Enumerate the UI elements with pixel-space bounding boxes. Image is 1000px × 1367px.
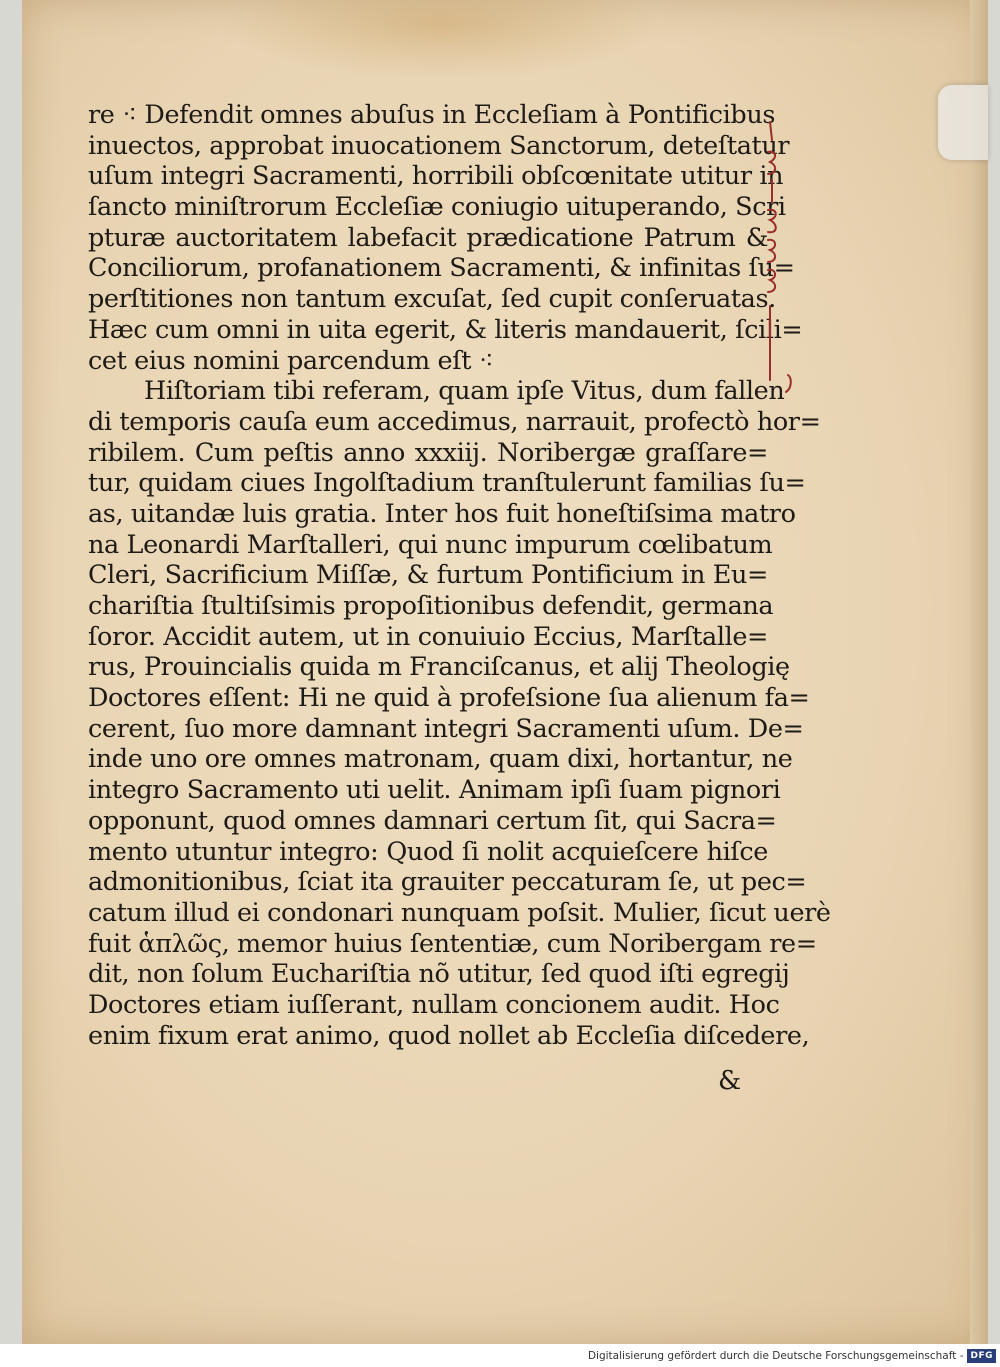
text-line: re ⁖ Defendit omnes abuſus in Eccleſiam à Pontificibus — [88, 100, 776, 130]
text-line: ſoror. Accidit autem, ut in conuiuio Eccius, Marſtalle= — [88, 621, 768, 652]
text-line: uſum integri Sacramenti, horribili obſcœnitate utitur in — [88, 161, 784, 192]
text-line: Doctores eſſent: Hi ne quid à profeſsione ſua alienum fa= — [88, 683, 810, 714]
margin-mark — [786, 375, 791, 392]
text-line: opponunt, quod omnes damnari certum ſit, qui Sacra= — [88, 805, 777, 836]
page-clip — [938, 85, 988, 160]
dfg-logo: DFG — [967, 1349, 996, 1363]
text-line: Conciliorum, profanationem Sacramenti, & infinitas ſu= — [88, 253, 795, 284]
body-text — [88, 100, 831, 1051]
text-line: chariſtia ſtultiſsimis propoſitionibus defendit, germana — [88, 591, 774, 621]
text-line: cet eius nomini parcendum eſt ⁖ — [88, 345, 494, 376]
footer-credit: Digitalisierung gefördert durch die Deutsche Forschungsgemeinschaft - — [587, 1349, 964, 1362]
text-line: inde uno ore omnes matronam, quam dixi, hortantur, ne — [88, 744, 793, 775]
text-line: fuit ἁπλῶς, memor huius ſententiæ, cum Noribergam re= — [88, 928, 817, 959]
text-line: rus, Prouincialis quida m Franciſcanus, et alij Theologię — [88, 652, 790, 683]
catchword: & — [718, 1066, 742, 1096]
paragraph-start-line: Hiſtoriam tibi referam, quam ipſe Vitus, dum fallen — [144, 376, 785, 407]
text-line: ſancto miniſtrorum Eccleſiæ coniugio uituperando, Scri — [88, 192, 786, 223]
water-stain — [222, 0, 662, 80]
margin-mark — [768, 270, 775, 292]
margin-mark — [768, 210, 776, 233]
text-line: Cleri, Sacrificium Miſſæ, & furtum Pontificium in Eu= — [88, 560, 768, 591]
margin-mark — [770, 122, 772, 140]
text-line: di temporis cauſa eum accedimus, narrauit, profectò hor= — [88, 406, 821, 437]
text-line: admonitionibus, ſciat ita grauiter peccaturam ſe, ut pec= — [88, 867, 807, 898]
text-line: dit, non ſolum Euchariſtia nõ utitur, ſed quod iſti egregij — [88, 959, 790, 990]
margin-mark — [768, 152, 775, 174]
text-line: tur, quidam ciues Ingolſtadium tranſtulerunt familias ſu= — [88, 468, 806, 499]
text-line: perſtitiones non tantum excuſat, ſed cupit conſeruatas. — [88, 284, 776, 315]
text-line: cerent, ſuo more damnant integri Sacramenti uſum. De= — [88, 713, 804, 744]
text-line: na Leonardi Marſtalleri, qui nunc impurum cœlibatum — [88, 529, 773, 560]
text-line: Hæc cum omni in uita egerit, & literis mandauerit, ſcili= — [88, 314, 803, 345]
text-line: enim fixum erat animo, quod nollet ab Eccleſia diſcedere, — [88, 1020, 810, 1051]
page-edge — [970, 0, 988, 1344]
text-line: integro Sacramento uti uelit. Animam ipſi ſuam pignori — [88, 775, 781, 806]
text-line: pturæ auctoritatem labefacit prædicatione Patrum & — [88, 222, 768, 253]
text-line: catum illud ei condonari nunquam poſsit. Mulier, ſicut uerè — [88, 897, 831, 928]
text-line: mento utuntur integro: Quod ſi nolit acquieſcere hiſce — [88, 836, 768, 867]
text-line: Doctores etiam iuſſerant, nullam concionem audit. Hoc — [88, 989, 780, 1020]
margin-mark — [768, 240, 775, 262]
margin-annotation-marks — [766, 110, 806, 400]
text-line: inuectos, approbat inuocationem Sanctorum, deteſtatur — [88, 130, 790, 161]
text-line: ribilem. Cum peſtis anno xxxiij. Noribergæ graſſare= — [88, 437, 768, 468]
text-line: as, uitandæ luis gratia. Inter hos fuit honeſtiſsima matro — [88, 498, 796, 529]
footer-bar — [0, 1344, 1000, 1367]
